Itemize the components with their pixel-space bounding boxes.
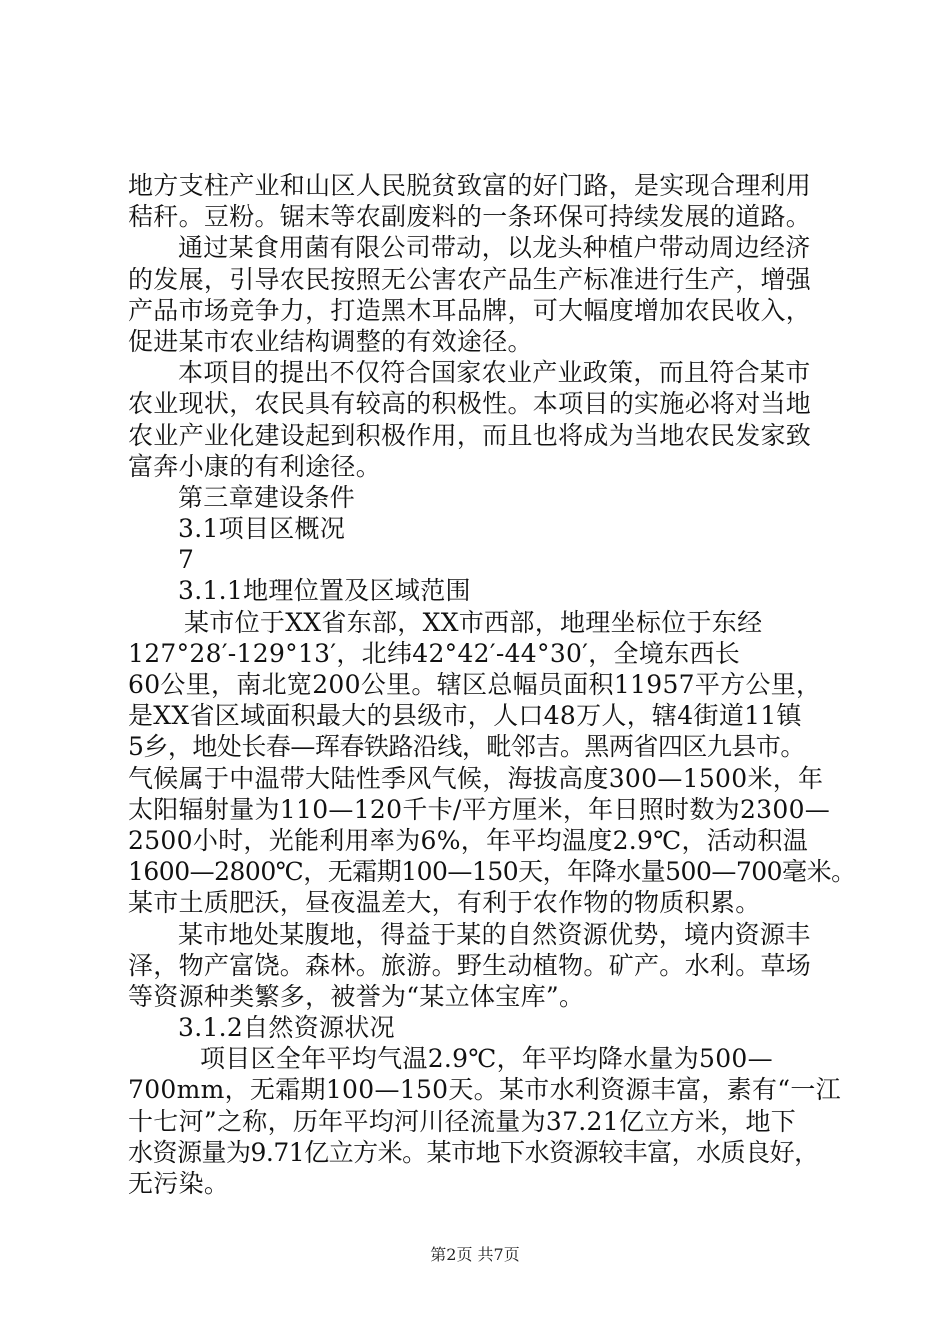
- chapter-heading: 第三章建设条件: [178, 482, 356, 512]
- text-line: 某市土质肥沃，昼夜温差大，有利于农作物的物质积累。: [128, 888, 761, 918]
- text-line: 富奔小康的有利途径。: [128, 451, 382, 481]
- text-line: 1600—2800℃，无霜期100—150天，年降水量500—700毫米。: [128, 857, 856, 887]
- text-line: 秸秆。豆粉。锯末等农副废料的一条环保可持续发展的道路。: [128, 202, 812, 232]
- text-line: 促进某市农业结构调整的有效途径。: [128, 326, 533, 356]
- document-body: [128, 170, 856, 1199]
- text-line: 无污染。: [128, 1169, 230, 1198]
- text-line: 气候属于中温带大陆性季风气候，海拔高度300—1500米，年: [128, 763, 824, 793]
- text-line: 5乡，地处长春—珲春铁路沿线，毗邻吉。黑两省四区九县市。: [128, 732, 805, 762]
- text-line: 某市地处某腹地，得益于某的自然资源优势，境内资源丰: [178, 919, 811, 949]
- text-line: 通过某食用菌有限公司带动，以龙头种植户带动周边经济: [178, 233, 811, 263]
- text-line: 的发展，引导农民按照无公害农产品生产标准进行生产，增强: [128, 264, 812, 294]
- text-line: 某市位于XX省东部，XX市西部，地理坐标位于东经: [184, 607, 763, 637]
- text-line: 等资源种类繁多，被誉为“某立体宝库”。: [128, 981, 585, 1011]
- text-line: 地方支柱产业和山区人民脱贫致富的好门路，是实现合理利用: [128, 171, 812, 200]
- text-line: 水资源量为9.71亿立方米。某市地下水资源较丰富，水质良好，: [128, 1137, 819, 1167]
- text-line: 泽，物产富饶。森林。旅游。野生动植物。矿产。水利。草场: [128, 950, 812, 980]
- text-line: 60公里，南北宽200公里。辖区总幅员面积11957平方公里，: [128, 670, 822, 699]
- text-line: 产品市场竞争力，打造黑木耳品牌，可大幅度增加农民收入，: [128, 295, 812, 325]
- text-line: 十七河”之称，历年平均河川径流量为37.21亿立方米，地下: [128, 1106, 797, 1136]
- text-line: 项目区全年平均气温2.9℃，年平均降水量为500—: [200, 1044, 773, 1074]
- text-line: 127°28′-129°13′，北纬42°42′-44°30′，全境东西长: [128, 638, 741, 668]
- text-line: 农业现状，农民具有较高的积极性。本项目的实施必将对当地: [128, 389, 812, 419]
- section-heading: 3.1项目区概况: [178, 514, 346, 544]
- text-line: 700mm，无霜期100—150天。某市水利资源丰富，素有“一江: [128, 1075, 841, 1105]
- text-line: 本项目的提出不仅符合国家农业产业政策，而且符合某市: [178, 358, 811, 388]
- text-line: 农业产业化建设起到积极作用，而且也将成为当地农民发家致: [128, 420, 812, 450]
- text-line: 是XX省区域面积最大的县级市，人口48万人，辖4街道11镇: [128, 701, 802, 731]
- subsection-heading: 3.1.1地理位置及区域范围: [178, 576, 471, 606]
- page-footer: 第2页 共7页: [430, 1245, 520, 1264]
- text-line: 7: [178, 545, 195, 575]
- subsection-heading: 3.1.2自然资源状况: [178, 1013, 395, 1043]
- text-line: 2500小时，光能利用率为6%，年平均温度2.9℃，活动积温: [128, 825, 809, 855]
- text-line: 太阳辐射量为110—120千卡/平方厘米，年日照时数为2300—: [128, 794, 831, 824]
